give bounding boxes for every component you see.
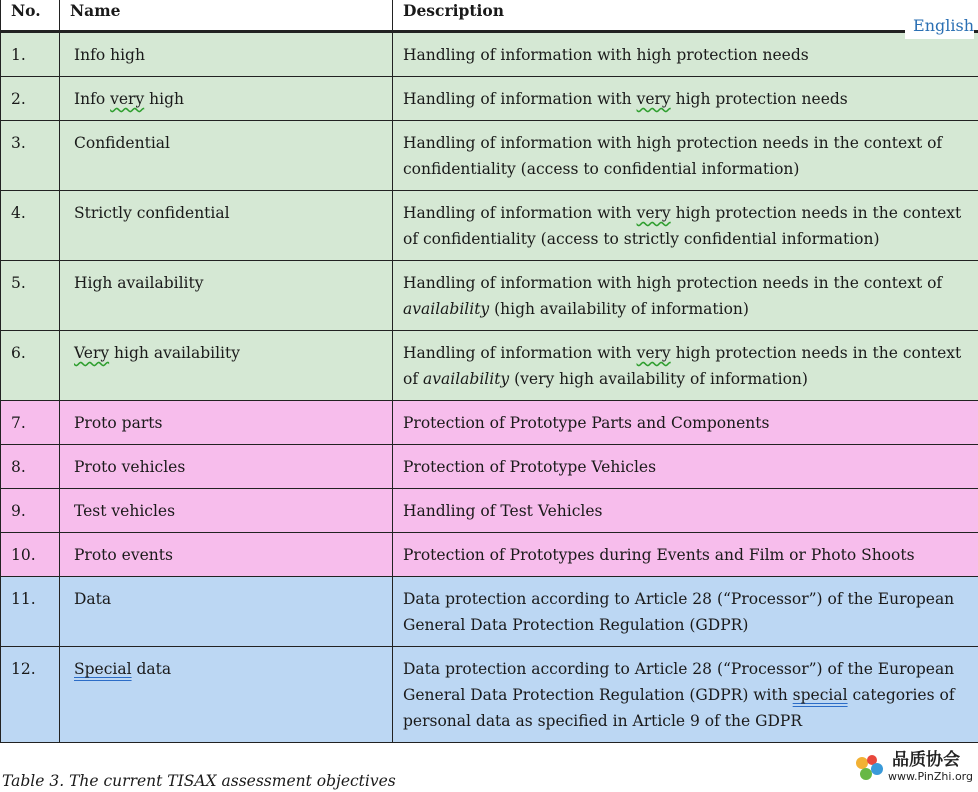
name-text: high	[144, 90, 184, 108]
row-name: High availability	[60, 261, 393, 331]
description-text: high protection needs in the context of	[403, 344, 961, 388]
table-row	[1, 401, 978, 445]
row-name: Data	[60, 577, 393, 647]
row-number: 3.	[1, 121, 60, 191]
row-name: Proto vehicles	[60, 445, 393, 489]
header-description: Description	[393, 0, 978, 32]
row-number: 8.	[1, 445, 60, 489]
row-description: Handling of information with high protection needs	[393, 32, 978, 77]
spellcheck-word: Special	[74, 660, 132, 678]
row-name: Test vehicles	[60, 489, 393, 533]
row-number: 5.	[1, 261, 60, 331]
description-text: (very high availability of information)	[509, 370, 808, 388]
table-row	[1, 647, 978, 743]
description-text: Handling of information with	[403, 344, 637, 362]
row-description: Protection of Prototype Vehicles	[393, 445, 978, 489]
pinzhi-logo-icon	[852, 752, 888, 784]
row-number: 6.	[1, 331, 60, 401]
description-text: (high availability of information)	[489, 300, 749, 318]
description-text: Handling of information with	[403, 204, 637, 222]
name-text: high availability	[109, 344, 240, 362]
spellcheck-word: very	[637, 344, 671, 362]
watermark-chinese-text: 品质协会	[892, 750, 960, 770]
header-no: No.	[1, 0, 60, 32]
row-description: Protection of Prototype Parts and Components	[393, 401, 978, 445]
table-header-row	[1, 0, 978, 32]
row-description: Protection of Prototypes during Events and Film or Photo Shoots	[393, 533, 978, 577]
row-description: Handling of Test Vehicles	[393, 489, 978, 533]
row-name	[60, 647, 393, 743]
row-name: Confidential	[60, 121, 393, 191]
row-number: 1.	[1, 32, 60, 77]
row-name	[60, 331, 393, 401]
row-description	[393, 647, 978, 743]
row-number: 10.	[1, 533, 60, 577]
table-row	[1, 261, 978, 331]
row-number: 7.	[1, 401, 60, 445]
table-caption: Table 3. The current TISAX assessment objectives	[2, 770, 396, 792]
table-row	[1, 121, 978, 191]
header-name: Name	[60, 0, 393, 32]
table-row	[1, 331, 978, 401]
table-row	[1, 489, 978, 533]
row-description	[393, 77, 978, 121]
row-name	[60, 77, 393, 121]
description-text: high protection needs in the context of confidentiality (access to strictly confidential information)	[403, 204, 961, 248]
row-number: 4.	[1, 191, 60, 261]
language-link[interactable]: English	[905, 16, 974, 39]
emphasis-text: availability	[423, 370, 509, 388]
description-text: Handling of information with	[403, 90, 637, 108]
table-row	[1, 191, 978, 261]
table-row	[1, 533, 978, 577]
row-description	[393, 191, 978, 261]
spellcheck-word: special	[793, 686, 848, 704]
row-number: 12.	[1, 647, 60, 743]
spellcheck-word: Very	[74, 344, 109, 362]
description-text: Handling of information with high protection needs in the context of	[403, 274, 942, 292]
description-text: high protection needs	[671, 90, 848, 108]
watermark-url: www.PinZhi.org	[888, 770, 973, 784]
row-description	[393, 331, 978, 401]
emphasis-text: availability	[403, 300, 489, 318]
watermark	[852, 750, 974, 788]
row-number: 11.	[1, 577, 60, 647]
table-row	[1, 32, 978, 77]
row-name: Info high	[60, 32, 393, 77]
row-description: Handling of information with high protection needs in the context of confidentiality (access to confidential information)	[393, 121, 978, 191]
description-text: Data protection according to Article 28 (“Processor”) of the European General Data Protection Regulation (GDPR) with	[403, 660, 954, 704]
row-name: Proto events	[60, 533, 393, 577]
spellcheck-word: very	[637, 204, 671, 222]
row-name: Proto parts	[60, 401, 393, 445]
table-row	[1, 77, 978, 121]
row-number: 2.	[1, 77, 60, 121]
table-row	[1, 445, 978, 489]
spellcheck-word: very	[110, 90, 144, 108]
spellcheck-word: very	[637, 90, 671, 108]
row-number: 9.	[1, 489, 60, 533]
row-description	[393, 261, 978, 331]
description-text: categories of personal data as specified in Article 9 of the GDPR	[403, 686, 955, 730]
row-name: Strictly confidential	[60, 191, 393, 261]
table-row	[1, 577, 978, 647]
name-text: data	[132, 660, 172, 678]
name-text: Info	[74, 90, 110, 108]
row-description: Data protection according to Article 28 (“Processor”) of the European General Data Protection Regulation (GDPR)	[393, 577, 978, 647]
